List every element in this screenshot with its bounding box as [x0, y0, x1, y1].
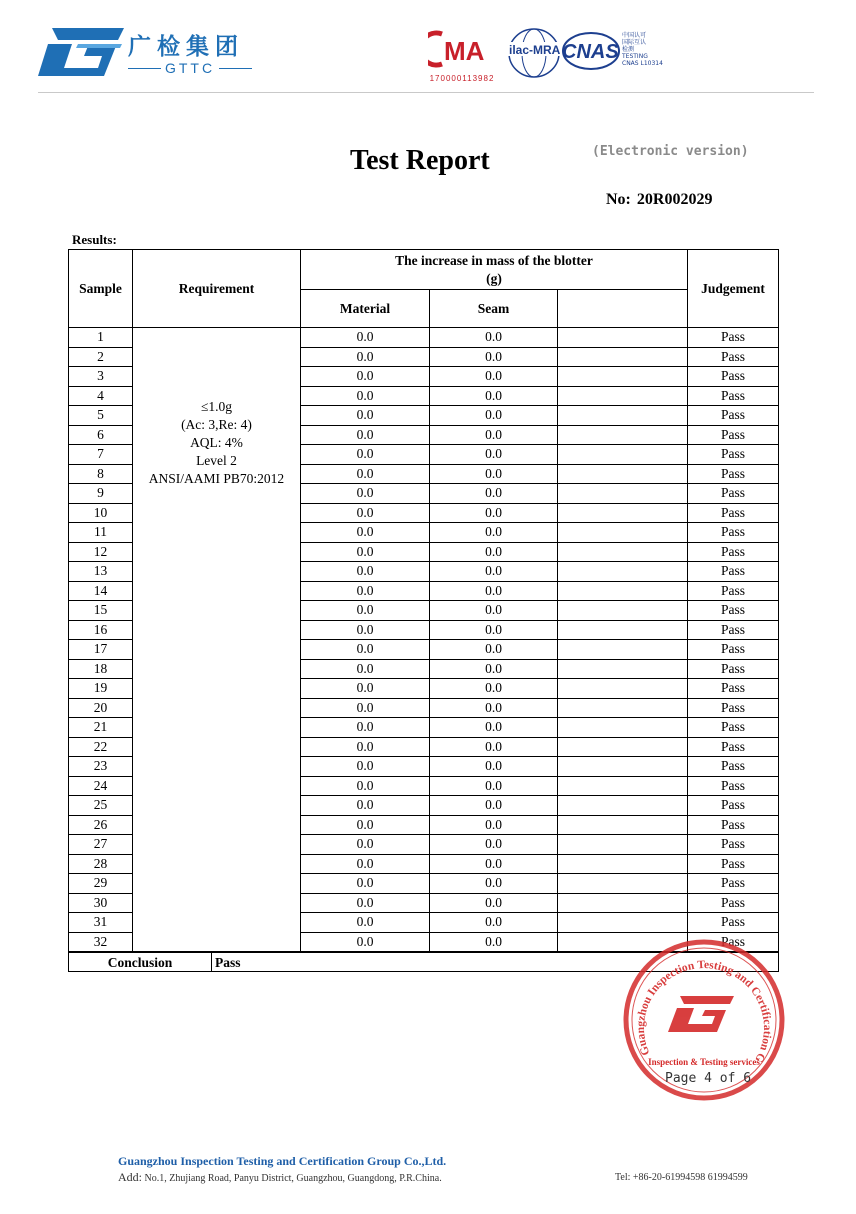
seal-ring-text: Guangzhou Inspection Testing and Certification G — [634, 958, 774, 1065]
sample-cell: 1 — [69, 328, 133, 348]
results-label: Results: — [72, 232, 117, 247]
header-blotter-mass-title: The increase in mass of the blotter — [395, 252, 593, 268]
header-divider — [38, 92, 814, 93]
page-number: Page 4 of 6 — [665, 1071, 752, 1086]
sample-cell: 8 — [69, 464, 133, 484]
judgement-cell: Pass — [688, 854, 779, 874]
seam-cell: 0.0 — [430, 542, 558, 562]
seam-cell: 0.0 — [430, 562, 558, 582]
material-cell: 0.0 — [301, 328, 430, 348]
blank-cell — [558, 679, 688, 699]
seam-cell: 0.0 — [430, 328, 558, 348]
blank-cell — [558, 562, 688, 582]
material-cell: 0.0 — [301, 484, 430, 504]
sample-cell: 31 — [69, 913, 133, 933]
blank-cell — [558, 601, 688, 621]
judgement-cell: Pass — [688, 776, 779, 796]
blank-cell — [558, 503, 688, 523]
cma-mark — [428, 30, 496, 83]
blank-cell — [558, 484, 688, 504]
material-cell: 0.0 — [301, 659, 430, 679]
footer-address — [118, 1170, 442, 1185]
sample-cell: 11 — [69, 523, 133, 543]
sample-cell: 13 — [69, 562, 133, 582]
cma-code: 170000113982 — [429, 74, 495, 83]
report-number-value: 20R002029 — [636, 191, 713, 208]
footer-address-text: No.1, Zhujiang Road, Panyu District, Guangzhou, Guangdong, P.R.China. — [144, 1173, 442, 1184]
blank-cell — [558, 328, 688, 348]
material-cell: 0.0 — [301, 640, 430, 660]
blank-cell — [558, 835, 688, 855]
sample-cell: 27 — [69, 835, 133, 855]
sample-cell: 6 — [69, 425, 133, 445]
judgement-cell: Pass — [688, 562, 779, 582]
conclusion-label: Conclusion — [69, 953, 212, 972]
seam-cell: 0.0 — [430, 581, 558, 601]
seam-cell: 0.0 — [430, 640, 558, 660]
sample-cell: 30 — [69, 893, 133, 913]
seam-cell: 0.0 — [430, 757, 558, 777]
header-requirement: Requirement — [133, 250, 301, 328]
seam-cell: 0.0 — [430, 425, 558, 445]
judgement-cell: Pass — [688, 601, 779, 621]
material-cell: 0.0 — [301, 445, 430, 465]
report-title: Test Report — [350, 145, 490, 176]
sample-cell: 7 — [69, 445, 133, 465]
requirement-line: ANSI/AAMI PB70:2012 — [148, 471, 285, 486]
seam-cell: 0.0 — [430, 386, 558, 406]
seal-subtitle: Inspection & Testing services — [648, 1057, 760, 1067]
cma-logo-icon — [428, 30, 496, 68]
svg-text:ilac-MRA: ilac-MRA — [509, 43, 561, 57]
header-blank — [558, 290, 688, 328]
judgement-cell: Pass — [688, 542, 779, 562]
seam-cell: 0.0 — [430, 523, 558, 543]
material-cell: 0.0 — [301, 503, 430, 523]
sample-cell: 28 — [69, 854, 133, 874]
material-cell: 0.0 — [301, 679, 430, 699]
sample-cell: 18 — [69, 659, 133, 679]
seam-cell: 0.0 — [430, 893, 558, 913]
gttc-logo-icon — [38, 26, 124, 83]
material-cell: 0.0 — [301, 562, 430, 582]
seam-cell: 0.0 — [430, 932, 558, 952]
sample-cell: 21 — [69, 718, 133, 738]
material-cell: 0.0 — [301, 718, 430, 738]
seam-cell: 0.0 — [430, 835, 558, 855]
header-blotter-mass — [301, 250, 688, 290]
header-blotter-mass-unit: (g) — [486, 270, 502, 286]
sample-cell: 26 — [69, 815, 133, 835]
cnas-subtext — [622, 32, 663, 67]
requirement-line: AQL: 4% — [190, 435, 243, 450]
material-cell: 0.0 — [301, 854, 430, 874]
ilac-mra-logo-icon — [506, 27, 564, 84]
blank-cell — [558, 796, 688, 816]
blank-cell — [558, 386, 688, 406]
requirement-line: (Ac: 3,Re: 4) — [181, 417, 252, 432]
seam-cell: 0.0 — [430, 796, 558, 816]
judgement-cell: Pass — [688, 328, 779, 348]
seam-cell: 0.0 — [430, 445, 558, 465]
sample-cell: 29 — [69, 874, 133, 894]
svg-text:MA: MA — [444, 36, 485, 66]
judgement-cell: Pass — [688, 367, 779, 387]
table-row — [69, 328, 779, 348]
blank-cell — [558, 874, 688, 894]
sample-cell: 4 — [69, 386, 133, 406]
blank-cell — [558, 776, 688, 796]
report-number — [606, 191, 712, 209]
seam-cell: 0.0 — [430, 874, 558, 894]
header-material: Material — [301, 290, 430, 328]
seam-cell: 0.0 — [430, 659, 558, 679]
cnas-sub-line: 检测 — [622, 46, 635, 53]
judgement-cell: Pass — [688, 757, 779, 777]
sample-cell: 5 — [69, 406, 133, 426]
blank-cell — [558, 718, 688, 738]
blank-cell — [558, 347, 688, 367]
seam-cell: 0.0 — [430, 913, 558, 933]
material-cell: 0.0 — [301, 757, 430, 777]
seam-cell: 0.0 — [430, 464, 558, 484]
judgement-cell: Pass — [688, 913, 779, 933]
judgement-cell: Pass — [688, 893, 779, 913]
header-sample: Sample — [69, 250, 133, 328]
blank-cell — [558, 581, 688, 601]
logo-chinese-name: 广检集团 — [128, 34, 244, 60]
material-cell: 0.0 — [301, 815, 430, 835]
material-cell: 0.0 — [301, 601, 430, 621]
seam-cell: 0.0 — [430, 698, 558, 718]
blank-cell — [558, 445, 688, 465]
cnas-sub-line: 国际互认 — [622, 39, 647, 46]
sample-cell: 9 — [69, 484, 133, 504]
seam-cell: 0.0 — [430, 406, 558, 426]
seam-cell: 0.0 — [430, 347, 558, 367]
material-cell: 0.0 — [301, 835, 430, 855]
material-cell: 0.0 — [301, 581, 430, 601]
judgement-cell: Pass — [688, 445, 779, 465]
material-cell: 0.0 — [301, 737, 430, 757]
material-cell: 0.0 — [301, 406, 430, 426]
sample-cell: 25 — [69, 796, 133, 816]
material-cell: 0.0 — [301, 542, 430, 562]
blank-cell — [558, 640, 688, 660]
seal-logo-icon — [668, 996, 734, 1032]
sample-cell: 16 — [69, 620, 133, 640]
judgement-cell: Pass — [688, 503, 779, 523]
judgement-cell: Pass — [688, 659, 779, 679]
sample-cell: 15 — [69, 601, 133, 621]
requirement-cell — [133, 328, 301, 952]
judgement-cell: Pass — [688, 815, 779, 835]
seam-cell: 0.0 — [430, 776, 558, 796]
blank-cell — [558, 464, 688, 484]
footer-address-label: Add: — [118, 1170, 142, 1184]
sample-cell: 32 — [69, 932, 133, 952]
material-cell: 0.0 — [301, 893, 430, 913]
material-cell: 0.0 — [301, 523, 430, 543]
seam-cell: 0.0 — [430, 601, 558, 621]
material-cell: 0.0 — [301, 425, 430, 445]
conclusion-value: Pass — [212, 953, 779, 972]
blank-cell — [558, 893, 688, 913]
requirement-line: ≤1.0g — [200, 399, 233, 414]
results-table — [68, 249, 779, 952]
material-cell: 0.0 — [301, 932, 430, 952]
material-cell: 0.0 — [301, 874, 430, 894]
footer-telephone: Tel: +86-20-61994598 61994599 — [615, 1172, 748, 1183]
sample-cell: 12 — [69, 542, 133, 562]
judgement-cell: Pass — [688, 620, 779, 640]
seam-cell: 0.0 — [430, 367, 558, 387]
judgement-cell: Pass — [688, 484, 779, 504]
judgement-cell: Pass — [688, 581, 779, 601]
cnas-sub-line: 中国认可 — [622, 32, 647, 39]
judgement-cell: Pass — [688, 347, 779, 367]
header-seam: Seam — [430, 290, 558, 328]
material-cell: 0.0 — [301, 386, 430, 406]
seam-cell: 0.0 — [430, 503, 558, 523]
cnas-sub-line: CNAS L10314 — [622, 60, 663, 67]
footer-company-name: Guangzhou Inspection Testing and Certification Group Co.,Ltd. — [118, 1154, 447, 1168]
cnas-logo-icon — [560, 28, 622, 79]
blank-cell — [558, 620, 688, 640]
judgement-cell: Pass — [688, 464, 779, 484]
sample-cell: 3 — [69, 367, 133, 387]
blank-cell — [558, 698, 688, 718]
material-cell: 0.0 — [301, 464, 430, 484]
sample-cell: 22 — [69, 737, 133, 757]
header-judgement: Judgement — [688, 250, 779, 328]
material-cell: 0.0 — [301, 347, 430, 367]
sample-cell: 2 — [69, 347, 133, 367]
judgement-cell: Pass — [688, 640, 779, 660]
sample-cell: 23 — [69, 757, 133, 777]
material-cell: 0.0 — [301, 367, 430, 387]
result-rows — [69, 328, 779, 952]
blank-cell — [558, 854, 688, 874]
electronic-version-label: (Electronic version) — [592, 144, 749, 159]
sample-cell: 14 — [69, 581, 133, 601]
material-cell: 0.0 — [301, 796, 430, 816]
material-cell: 0.0 — [301, 776, 430, 796]
blank-cell — [558, 367, 688, 387]
judgement-cell: Pass — [688, 698, 779, 718]
judgement-cell: Pass — [688, 796, 779, 816]
sample-cell: 17 — [69, 640, 133, 660]
judgement-cell: Pass — [688, 425, 779, 445]
sample-cell: 20 — [69, 698, 133, 718]
judgement-cell: Pass — [688, 406, 779, 426]
requirement-line: Level 2 — [196, 453, 237, 468]
material-cell: 0.0 — [301, 698, 430, 718]
seam-cell: 0.0 — [430, 854, 558, 874]
logo-english-name — [128, 60, 252, 76]
seam-cell: 0.0 — [430, 718, 558, 738]
judgement-cell: Pass — [688, 386, 779, 406]
seam-cell: 0.0 — [430, 679, 558, 699]
material-cell: 0.0 — [301, 620, 430, 640]
blank-cell — [558, 913, 688, 933]
blank-cell — [558, 737, 688, 757]
sample-cell: 10 — [69, 503, 133, 523]
seam-cell: 0.0 — [430, 484, 558, 504]
blank-cell — [558, 542, 688, 562]
cnas-sub-line: TESTING — [622, 53, 648, 60]
blank-cell — [558, 406, 688, 426]
logo-english-text: GTTC — [164, 60, 216, 76]
judgement-cell: Pass — [688, 932, 779, 952]
judgement-cell: Pass — [688, 737, 779, 757]
seam-cell: 0.0 — [430, 620, 558, 640]
blank-cell — [558, 425, 688, 445]
blank-cell — [558, 757, 688, 777]
sample-cell: 19 — [69, 679, 133, 699]
blank-cell — [558, 523, 688, 543]
blank-cell — [558, 659, 688, 679]
svg-text:CNAS: CNAS — [562, 41, 619, 63]
blank-cell — [558, 815, 688, 835]
report-number-label: No: — [606, 191, 631, 208]
material-cell: 0.0 — [301, 913, 430, 933]
judgement-cell: Pass — [688, 835, 779, 855]
sample-cell: 24 — [69, 776, 133, 796]
seam-cell: 0.0 — [430, 737, 558, 757]
judgement-cell: Pass — [688, 874, 779, 894]
judgement-cell: Pass — [688, 523, 779, 543]
judgement-cell: Pass — [688, 679, 779, 699]
judgement-cell: Pass — [688, 718, 779, 738]
seam-cell: 0.0 — [430, 815, 558, 835]
